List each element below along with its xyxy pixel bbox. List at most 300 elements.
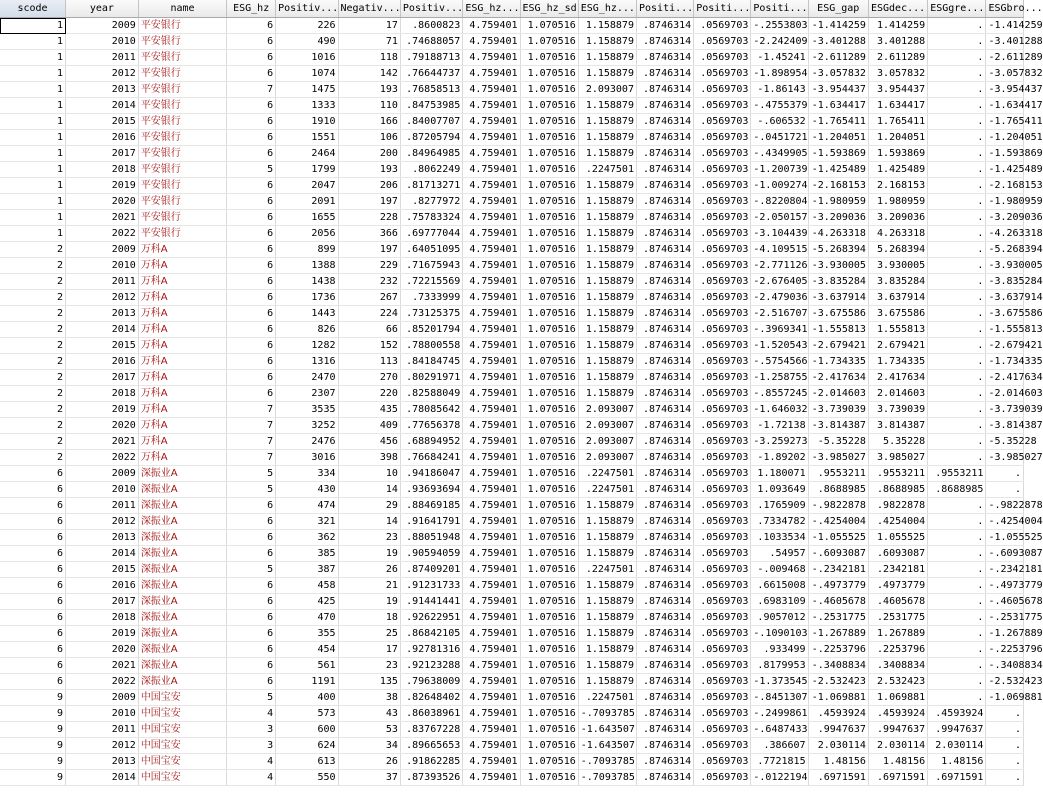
table-cell[interactable]: .8746314 bbox=[636, 770, 693, 786]
table-cell[interactable]: .8746314 bbox=[636, 370, 693, 386]
table-cell[interactable]: .8746314 bbox=[636, 338, 693, 354]
table-cell[interactable]: 1.267889 bbox=[868, 626, 927, 642]
table-cell[interactable]: .8746314 bbox=[636, 706, 693, 722]
table-cell[interactable]: .91441441 bbox=[400, 594, 462, 610]
table-cell[interactable]: 232 bbox=[338, 274, 400, 290]
table-cell[interactable]: 1551 bbox=[276, 130, 338, 146]
table-cell[interactable]: 4.759401 bbox=[463, 370, 520, 386]
table-cell[interactable]: 6 bbox=[227, 178, 276, 194]
table-cell[interactable]: 2020 bbox=[66, 418, 139, 434]
table-row[interactable] bbox=[0, 722, 1024, 738]
table-cell[interactable]: -.0122194 bbox=[751, 770, 808, 786]
table-cell[interactable]: 4.759401 bbox=[463, 562, 520, 578]
table-cell[interactable]: 2 bbox=[0, 418, 66, 434]
table-row[interactable] bbox=[0, 674, 1024, 690]
table-cell[interactable]: . bbox=[928, 674, 986, 690]
table-cell[interactable]: .0569703 bbox=[694, 674, 751, 690]
table-cell[interactable]: .73125375 bbox=[400, 306, 462, 322]
table-cell[interactable]: . bbox=[928, 418, 986, 434]
table-cell[interactable]: .0569703 bbox=[694, 594, 751, 610]
table-cell[interactable]: 6 bbox=[0, 514, 66, 530]
table-cell[interactable]: 2015 bbox=[66, 338, 139, 354]
table-cell[interactable]: 561 bbox=[276, 658, 338, 674]
table-cell[interactable]: . bbox=[928, 258, 986, 274]
table-cell[interactable]: -3.104439 bbox=[751, 226, 808, 242]
table-cell[interactable]: 2016 bbox=[66, 130, 139, 146]
table-cell[interactable]: 1016 bbox=[276, 50, 338, 66]
table-cell[interactable]: .8746314 bbox=[636, 418, 693, 434]
table-cell[interactable]: .6971591 bbox=[928, 770, 986, 786]
table-cell[interactable]: -2.168153 bbox=[808, 178, 868, 194]
table-cell[interactable]: 1.070516 bbox=[520, 498, 578, 514]
table-cell[interactable]: 1.070516 bbox=[520, 18, 578, 34]
table-cell[interactable]: .78085642 bbox=[400, 402, 462, 418]
table-cell[interactable]: .69777044 bbox=[400, 226, 462, 242]
table-cell[interactable]: .0569703 bbox=[694, 354, 751, 370]
table-cell[interactable]: .0569703 bbox=[694, 706, 751, 722]
table-cell[interactable]: 1.070516 bbox=[520, 370, 578, 386]
table-cell[interactable]: 1.158879 bbox=[578, 514, 636, 530]
table-cell[interactable]: 1.158879 bbox=[578, 546, 636, 562]
table-cell[interactable]: 4.759401 bbox=[463, 306, 520, 322]
table-cell[interactable]: 4.759401 bbox=[463, 546, 520, 562]
table-cell[interactable]: 1.070516 bbox=[520, 770, 578, 786]
table-row[interactable] bbox=[0, 706, 1024, 722]
table-cell[interactable]: 197 bbox=[338, 242, 400, 258]
table-cell[interactable]: 2018 bbox=[66, 386, 139, 402]
table-cell[interactable]: -2.679421 bbox=[986, 338, 1024, 354]
table-cell[interactable]: 6 bbox=[227, 642, 276, 658]
name-cell[interactable]: 深振业A bbox=[138, 578, 226, 594]
table-cell[interactable]: 2307 bbox=[276, 386, 338, 402]
table-cell[interactable]: 43 bbox=[338, 706, 400, 722]
table-cell[interactable]: 1.070516 bbox=[520, 178, 578, 194]
table-cell[interactable]: .8600823 bbox=[400, 18, 462, 34]
table-cell[interactable]: 9 bbox=[0, 754, 66, 770]
table-cell[interactable]: .6971591 bbox=[868, 770, 927, 786]
table-cell[interactable]: .0569703 bbox=[694, 738, 751, 754]
table-cell[interactable]: .8179953 bbox=[751, 658, 808, 674]
table-cell[interactable]: 2012 bbox=[66, 514, 139, 530]
table-cell[interactable]: 6 bbox=[227, 146, 276, 162]
table-cell[interactable]: .8746314 bbox=[636, 50, 693, 66]
table-row[interactable] bbox=[0, 450, 1024, 466]
table-cell[interactable]: 118 bbox=[338, 50, 400, 66]
table-cell[interactable]: 624 bbox=[276, 738, 338, 754]
table-cell[interactable]: -3.985027 bbox=[986, 450, 1024, 466]
table-cell[interactable]: .93693694 bbox=[400, 482, 462, 498]
table-cell[interactable]: 1.158879 bbox=[578, 290, 636, 306]
table-cell[interactable]: -1.555813 bbox=[808, 322, 868, 338]
name-cell[interactable]: 深振业A bbox=[138, 642, 226, 658]
table-cell[interactable]: 2 bbox=[0, 370, 66, 386]
table-cell[interactable]: 6 bbox=[227, 194, 276, 210]
name-cell[interactable]: 万科A bbox=[138, 402, 226, 418]
table-cell[interactable]: .8746314 bbox=[636, 146, 693, 162]
table-cell[interactable]: .0569703 bbox=[694, 770, 751, 786]
table-cell[interactable]: 6 bbox=[0, 578, 66, 594]
table-row[interactable] bbox=[0, 50, 1024, 66]
table-cell[interactable]: .0569703 bbox=[694, 578, 751, 594]
table-cell[interactable]: .1765909 bbox=[751, 498, 808, 514]
table-cell[interactable]: .8746314 bbox=[636, 242, 693, 258]
table-cell[interactable]: .8746314 bbox=[636, 226, 693, 242]
table-cell[interactable]: .88051948 bbox=[400, 530, 462, 546]
table-cell[interactable]: 1.093649 bbox=[751, 482, 808, 498]
table-cell[interactable]: 3252 bbox=[276, 418, 338, 434]
table-cell[interactable]: .8746314 bbox=[636, 482, 693, 498]
table-cell[interactable]: 1191 bbox=[276, 674, 338, 690]
name-cell[interactable]: 平安银行 bbox=[138, 18, 226, 34]
table-cell[interactable]: 2.014603 bbox=[868, 386, 927, 402]
table-cell[interactable]: . bbox=[928, 562, 986, 578]
table-cell[interactable]: 2018 bbox=[66, 162, 139, 178]
table-cell[interactable]: -3.954437 bbox=[808, 82, 868, 98]
table-row[interactable] bbox=[0, 418, 1024, 434]
table-cell[interactable]: 3.835284 bbox=[868, 274, 927, 290]
table-cell[interactable]: 1.414259 bbox=[868, 18, 927, 34]
table-cell[interactable]: 2020 bbox=[66, 194, 139, 210]
table-cell[interactable]: 1.070516 bbox=[520, 82, 578, 98]
table-cell[interactable]: 106 bbox=[338, 130, 400, 146]
table-cell[interactable]: .8746314 bbox=[636, 34, 693, 50]
table-cell[interactable]: 113 bbox=[338, 354, 400, 370]
table-cell[interactable]: 2014 bbox=[66, 546, 139, 562]
table-cell[interactable]: . bbox=[928, 130, 986, 146]
table-cell[interactable]: . bbox=[928, 610, 986, 626]
table-cell[interactable]: 4.759401 bbox=[463, 146, 520, 162]
table-cell[interactable]: 6 bbox=[227, 530, 276, 546]
table-cell[interactable]: 2018 bbox=[66, 610, 139, 626]
table-cell[interactable]: . bbox=[928, 402, 986, 418]
table-cell[interactable]: -1.069881 bbox=[986, 690, 1024, 706]
table-row[interactable] bbox=[0, 98, 1024, 114]
table-cell[interactable]: 2012 bbox=[66, 290, 139, 306]
table-cell[interactable]: 1.158879 bbox=[578, 370, 636, 386]
table-cell[interactable]: -1.204051 bbox=[808, 130, 868, 146]
table-cell[interactable]: .8746314 bbox=[636, 178, 693, 194]
table-cell[interactable]: .0569703 bbox=[694, 242, 751, 258]
table-cell[interactable]: 66 bbox=[338, 322, 400, 338]
table-cell[interactable]: 6 bbox=[227, 114, 276, 130]
table-cell[interactable]: 1.070516 bbox=[520, 194, 578, 210]
table-cell[interactable]: -.2531775 bbox=[808, 610, 868, 626]
table-row[interactable] bbox=[0, 354, 1024, 370]
table-cell[interactable]: . bbox=[928, 626, 986, 642]
table-cell[interactable]: . bbox=[928, 306, 986, 322]
table-cell[interactable]: 1475 bbox=[276, 82, 338, 98]
table-cell[interactable]: -1.055525 bbox=[986, 530, 1024, 546]
table-cell[interactable]: .8746314 bbox=[636, 434, 693, 450]
table-cell[interactable]: 6 bbox=[227, 34, 276, 50]
table-cell[interactable]: 9 bbox=[0, 722, 66, 738]
column-header[interactable]: ESGgre... bbox=[928, 0, 986, 18]
table-cell[interactable]: 2 bbox=[0, 354, 66, 370]
table-cell[interactable]: . bbox=[928, 370, 986, 386]
table-cell[interactable]: 6 bbox=[227, 274, 276, 290]
table-row[interactable] bbox=[0, 18, 1024, 34]
table-cell[interactable]: .0569703 bbox=[694, 466, 751, 482]
table-cell[interactable]: 7 bbox=[227, 418, 276, 434]
table-cell[interactable]: .8746314 bbox=[636, 18, 693, 34]
table-cell[interactable]: . bbox=[928, 386, 986, 402]
table-cell[interactable]: . bbox=[928, 274, 986, 290]
table-cell[interactable]: -1.646032 bbox=[751, 402, 808, 418]
table-cell[interactable]: 1.070516 bbox=[520, 50, 578, 66]
table-cell[interactable]: 1.158879 bbox=[578, 306, 636, 322]
table-cell[interactable]: 4.759401 bbox=[463, 258, 520, 274]
name-cell[interactable]: 平安银行 bbox=[138, 162, 226, 178]
table-cell[interactable]: 2010 bbox=[66, 258, 139, 274]
table-cell[interactable]: 3 bbox=[227, 738, 276, 754]
table-cell[interactable]: . bbox=[928, 226, 986, 242]
table-cell[interactable]: .9553211 bbox=[928, 466, 986, 482]
table-cell[interactable]: .54957 bbox=[751, 546, 808, 562]
table-cell[interactable]: -.4349905 bbox=[751, 146, 808, 162]
table-cell[interactable]: -1.86143 bbox=[751, 82, 808, 98]
column-header[interactable]: scode bbox=[0, 0, 66, 18]
table-cell[interactable]: 2.679421 bbox=[868, 338, 927, 354]
table-cell[interactable]: 1.158879 bbox=[578, 642, 636, 658]
table-cell[interactable]: 2013 bbox=[66, 82, 139, 98]
column-header[interactable]: Negativ... bbox=[338, 0, 400, 18]
table-cell[interactable]: -1.593869 bbox=[986, 146, 1024, 162]
name-cell[interactable]: 万科A bbox=[138, 322, 226, 338]
table-cell[interactable]: -3.675586 bbox=[808, 306, 868, 322]
table-cell[interactable]: 2010 bbox=[66, 482, 139, 498]
table-cell[interactable]: .84964985 bbox=[400, 146, 462, 162]
table-cell[interactable]: .86038961 bbox=[400, 706, 462, 722]
name-cell[interactable]: 深振业A bbox=[138, 626, 226, 642]
table-cell[interactable]: 4.759401 bbox=[463, 226, 520, 242]
table-cell[interactable]: 2 bbox=[0, 386, 66, 402]
table-cell[interactable]: .74688057 bbox=[400, 34, 462, 50]
table-cell[interactable]: 220 bbox=[338, 386, 400, 402]
table-cell[interactable]: .68894952 bbox=[400, 434, 462, 450]
table-cell[interactable]: -1.258755 bbox=[751, 370, 808, 386]
table-row[interactable] bbox=[0, 594, 1024, 610]
table-cell[interactable]: -2.532423 bbox=[808, 674, 868, 690]
table-cell[interactable]: 1.158879 bbox=[578, 674, 636, 690]
table-row[interactable] bbox=[0, 562, 1024, 578]
table-cell[interactable]: 1.070516 bbox=[520, 258, 578, 274]
table-cell[interactable]: 1.069881 bbox=[868, 690, 927, 706]
table-cell[interactable]: 6 bbox=[0, 546, 66, 562]
table-cell[interactable]: 18 bbox=[338, 610, 400, 626]
table-cell[interactable]: 1.158879 bbox=[578, 498, 636, 514]
table-cell[interactable]: 142 bbox=[338, 66, 400, 82]
table-cell[interactable]: .0569703 bbox=[694, 722, 751, 738]
table-cell[interactable]: .0569703 bbox=[694, 82, 751, 98]
table-row[interactable] bbox=[0, 482, 1024, 498]
name-cell[interactable]: 深振业A bbox=[138, 498, 226, 514]
table-cell[interactable]: -1.643507 bbox=[578, 738, 636, 754]
table-cell[interactable]: .4254004 bbox=[868, 514, 927, 530]
table-cell[interactable]: 6 bbox=[227, 98, 276, 114]
table-cell[interactable]: . bbox=[928, 18, 986, 34]
table-cell[interactable]: 1.158879 bbox=[578, 578, 636, 594]
table-cell[interactable]: 6 bbox=[227, 258, 276, 274]
name-cell[interactable]: 中国宝安 bbox=[138, 706, 226, 722]
table-cell[interactable]: -2.417634 bbox=[808, 370, 868, 386]
table-cell[interactable]: 362 bbox=[276, 530, 338, 546]
table-cell[interactable]: -1.520543 bbox=[751, 338, 808, 354]
table-cell[interactable]: 17 bbox=[338, 642, 400, 658]
table-cell[interactable]: .933499 bbox=[751, 642, 808, 658]
table-cell[interactable]: .8746314 bbox=[636, 354, 693, 370]
table-cell[interactable]: 1.070516 bbox=[520, 546, 578, 562]
table-row[interactable] bbox=[0, 226, 1024, 242]
name-cell[interactable]: 平安银行 bbox=[138, 34, 226, 50]
table-cell[interactable]: 4.759401 bbox=[463, 690, 520, 706]
table-cell[interactable]: .81713271 bbox=[400, 178, 462, 194]
table-cell[interactable]: 2012 bbox=[66, 738, 139, 754]
table-cell[interactable]: 4.759401 bbox=[463, 402, 520, 418]
table-row[interactable] bbox=[0, 162, 1024, 178]
table-cell[interactable]: .8746314 bbox=[636, 546, 693, 562]
table-cell[interactable]: .8746314 bbox=[636, 210, 693, 226]
table-row[interactable] bbox=[0, 402, 1024, 418]
name-cell[interactable]: 深振业A bbox=[138, 482, 226, 498]
table-cell[interactable]: 4.759401 bbox=[463, 18, 520, 34]
table-cell[interactable]: 1 bbox=[0, 34, 66, 50]
table-row[interactable] bbox=[0, 290, 1024, 306]
table-cell[interactable]: 9 bbox=[0, 706, 66, 722]
table-cell[interactable]: 4.759401 bbox=[463, 338, 520, 354]
table-cell[interactable]: .6093087 bbox=[868, 546, 927, 562]
table-cell[interactable]: 4 bbox=[227, 770, 276, 786]
table-cell[interactable]: 4.759401 bbox=[463, 738, 520, 754]
table-cell[interactable]: -1.069881 bbox=[808, 690, 868, 706]
table-cell[interactable]: -.6093087 bbox=[986, 546, 1024, 562]
table-cell[interactable]: 2022 bbox=[66, 226, 139, 242]
table-cell[interactable]: 1.070516 bbox=[520, 674, 578, 690]
table-cell[interactable]: .8062249 bbox=[400, 162, 462, 178]
table-cell[interactable]: 2020 bbox=[66, 642, 139, 658]
table-cell[interactable]: 193 bbox=[338, 82, 400, 98]
table-cell[interactable]: .0569703 bbox=[694, 34, 751, 50]
table-cell[interactable]: 4.759401 bbox=[463, 194, 520, 210]
table-cell[interactable]: -1.980959 bbox=[808, 194, 868, 210]
table-cell[interactable]: 2009 bbox=[66, 18, 139, 34]
name-cell[interactable]: 万科A bbox=[138, 450, 226, 466]
table-cell[interactable]: 490 bbox=[276, 34, 338, 50]
table-cell[interactable]: 2014 bbox=[66, 322, 139, 338]
table-cell[interactable]: .8746314 bbox=[636, 498, 693, 514]
table-cell[interactable]: .0569703 bbox=[694, 290, 751, 306]
table-cell[interactable]: 1.070516 bbox=[520, 738, 578, 754]
table-cell[interactable]: 425 bbox=[276, 594, 338, 610]
table-cell[interactable]: -1.267889 bbox=[808, 626, 868, 642]
name-cell[interactable]: 万科A bbox=[138, 242, 226, 258]
table-cell[interactable]: 1.158879 bbox=[578, 50, 636, 66]
table-cell[interactable]: 2.030114 bbox=[808, 738, 868, 754]
name-cell[interactable]: 深振业A bbox=[138, 546, 226, 562]
table-cell[interactable]: 6 bbox=[0, 594, 66, 610]
table-cell[interactable]: .76684241 bbox=[400, 450, 462, 466]
table-cell[interactable]: 6 bbox=[227, 338, 276, 354]
table-cell[interactable]: .0569703 bbox=[694, 514, 751, 530]
table-cell[interactable]: 2464 bbox=[276, 146, 338, 162]
table-cell[interactable]: 2016 bbox=[66, 354, 139, 370]
table-cell[interactable]: 1388 bbox=[276, 258, 338, 274]
table-cell[interactable]: 6 bbox=[227, 130, 276, 146]
table-cell[interactable]: 1.158879 bbox=[578, 258, 636, 274]
table-cell[interactable]: 2022 bbox=[66, 450, 139, 466]
name-cell[interactable]: 中国宝安 bbox=[138, 770, 226, 786]
table-cell[interactable]: -2.050157 bbox=[751, 210, 808, 226]
table-cell[interactable]: . bbox=[928, 498, 986, 514]
table-cell[interactable]: 4.759401 bbox=[463, 722, 520, 738]
table-cell[interactable]: 2047 bbox=[276, 178, 338, 194]
table-cell[interactable]: 2 bbox=[0, 450, 66, 466]
table-cell[interactable]: 5.35228 bbox=[868, 434, 927, 450]
table-cell[interactable]: . bbox=[928, 514, 986, 530]
table-cell[interactable]: -1.643507 bbox=[578, 722, 636, 738]
table-cell[interactable]: . bbox=[928, 594, 986, 610]
table-cell[interactable]: .75783324 bbox=[400, 210, 462, 226]
table-cell[interactable]: 21 bbox=[338, 578, 400, 594]
table-cell[interactable]: -3.739039 bbox=[808, 402, 868, 418]
name-cell[interactable]: 深振业A bbox=[138, 594, 226, 610]
table-cell[interactable]: .64051095 bbox=[400, 242, 462, 258]
table-cell[interactable]: 2022 bbox=[66, 674, 139, 690]
table-cell[interactable]: .0569703 bbox=[694, 130, 751, 146]
table-cell[interactable]: 355 bbox=[276, 626, 338, 642]
table-cell[interactable]: 1 bbox=[0, 162, 66, 178]
table-cell[interactable]: 166 bbox=[338, 114, 400, 130]
table-cell[interactable]: . bbox=[928, 210, 986, 226]
table-cell[interactable]: .79188713 bbox=[400, 50, 462, 66]
table-cell[interactable]: .8746314 bbox=[636, 402, 693, 418]
name-cell[interactable]: 万科A bbox=[138, 338, 226, 354]
table-cell[interactable]: -3.814387 bbox=[986, 418, 1024, 434]
table-row[interactable] bbox=[0, 34, 1024, 50]
table-cell[interactable]: . bbox=[986, 482, 1024, 498]
table-cell[interactable]: -2.014603 bbox=[986, 386, 1024, 402]
table-cell[interactable]: 3.675586 bbox=[868, 306, 927, 322]
table-cell[interactable]: 267 bbox=[338, 290, 400, 306]
table-cell[interactable]: 600 bbox=[276, 722, 338, 738]
table-cell[interactable]: 2011 bbox=[66, 722, 139, 738]
table-cell[interactable]: 6 bbox=[227, 370, 276, 386]
table-cell[interactable]: 3.401288 bbox=[868, 34, 927, 50]
table-cell[interactable]: 6 bbox=[227, 18, 276, 34]
table-cell[interactable]: . bbox=[928, 178, 986, 194]
table-cell[interactable]: -1.634417 bbox=[808, 98, 868, 114]
table-cell[interactable]: .6615008 bbox=[751, 578, 808, 594]
table-cell[interactable]: .78800558 bbox=[400, 338, 462, 354]
table-cell[interactable]: -3.401288 bbox=[808, 34, 868, 50]
table-cell[interactable]: 2019 bbox=[66, 626, 139, 642]
table-cell[interactable]: 29 bbox=[338, 498, 400, 514]
table-cell[interactable]: 6 bbox=[227, 290, 276, 306]
table-cell[interactable]: .0569703 bbox=[694, 402, 751, 418]
table-cell[interactable]: .0569703 bbox=[694, 434, 751, 450]
table-cell[interactable]: 6 bbox=[227, 210, 276, 226]
column-header[interactable]: ESGdec... bbox=[868, 0, 927, 18]
table-cell[interactable]: 1.070516 bbox=[520, 434, 578, 450]
table-cell[interactable]: 1.070516 bbox=[520, 210, 578, 226]
table-cell[interactable]: -2.417634 bbox=[986, 370, 1024, 386]
column-header[interactable]: Positi... bbox=[636, 0, 693, 18]
table-cell[interactable]: .0569703 bbox=[694, 258, 751, 274]
table-cell[interactable]: 1.158879 bbox=[578, 66, 636, 82]
column-header[interactable]: name bbox=[138, 0, 226, 18]
table-cell[interactable]: 2470 bbox=[276, 370, 338, 386]
table-cell[interactable]: -1.734335 bbox=[808, 354, 868, 370]
table-cell[interactable]: -1.425489 bbox=[808, 162, 868, 178]
